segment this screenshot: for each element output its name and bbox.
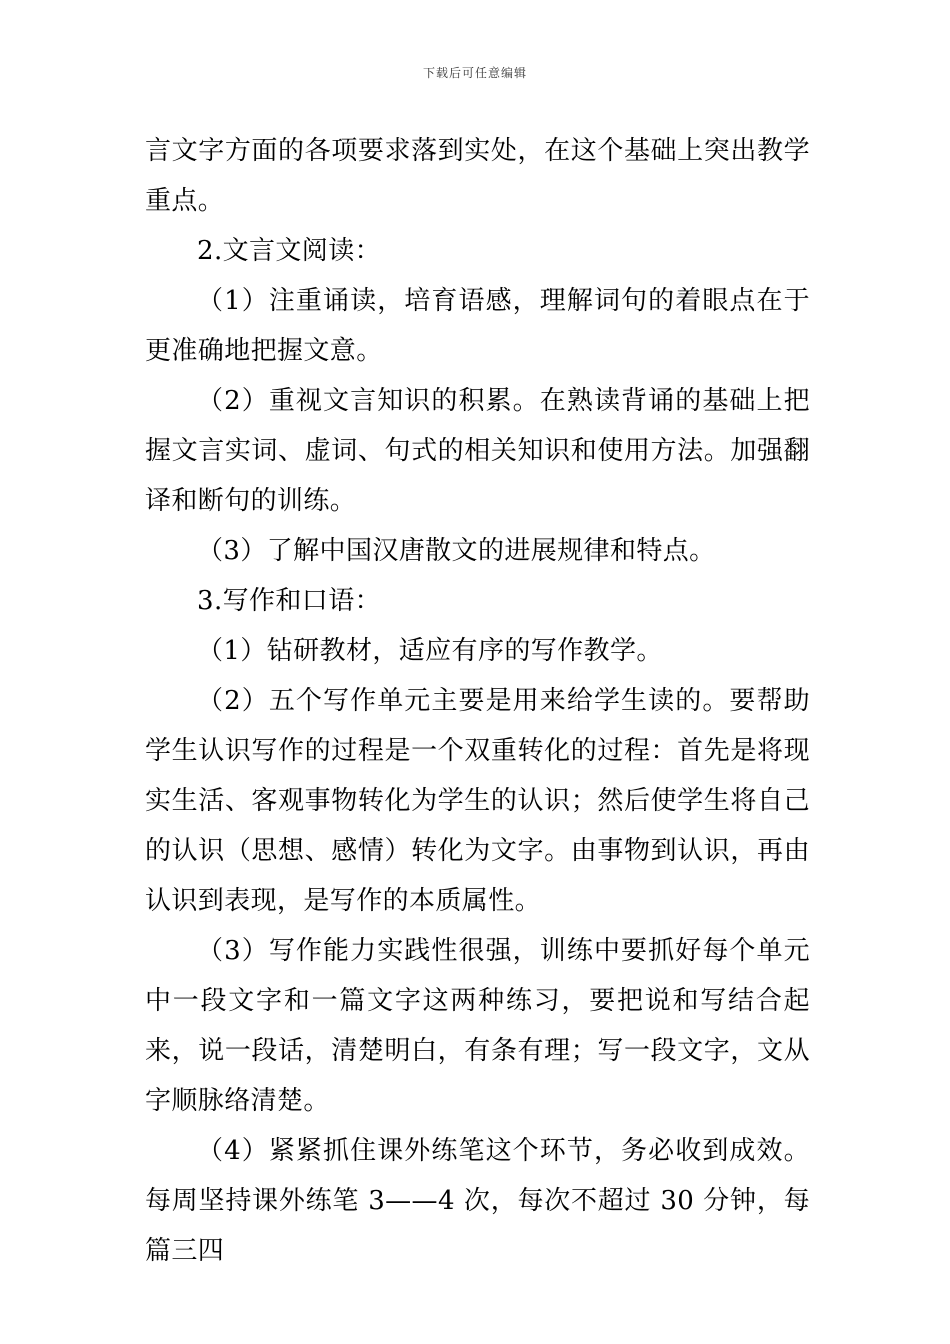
document-body [145, 126, 810, 1276]
paragraph-writing-item-2: （2）五个写作单元主要是用来给学生读的。要帮助学生认识写作的过程是一个双重转化的过程：首先是将现实生活、客观事物转化为学生的认识；然后使学生将自己的认识（思想、感情）转化为文字。由事物到认识，再由认识到表现，是写作的本质属性。 [145, 686, 810, 916]
page-header-note: 下载后可任意编辑 [422, 66, 527, 80]
paragraph-continuation: 言文字方面的各项要求落到实处，在这个基础上突出教学重点。 [145, 136, 810, 216]
paragraph-writing-item-1: （1）钻研教材，适应有序的写作教学。 [197, 636, 663, 666]
paragraph-reading-item-3: （3）了解中国汉唐散文的进展规律和特点。 [197, 536, 716, 566]
paragraph-reading-item-1: （1）注重诵读，培育语感，理解词句的着眼点在于更准确地把握文意。 [145, 286, 810, 366]
paragraph-writing-item-4: （4）紧紧抓住课外练笔这个环节，务必收到成效。每周坚持课外练笔 3——4 次，每次不超过 30 分钟，每篇三四 [145, 1136, 810, 1266]
paragraph-reading-item-2: （2）重视文言知识的积累。在熟读背诵的基础上把握文言实词、虚词、句式的相关知识和使用方法。加强翻译和断句的训练。 [145, 386, 810, 516]
paragraph-writing-item-3: （3）写作能力实践性很强，训练中要抓好每个单元中一段文字和一篇文字这两种练习，要把说和写结合起来，说一段话，清楚明白，有条有理；写一段文字，文从字顺脉络清楚。 [145, 936, 810, 1116]
section-heading-writing-speaking: 3.写作和口语： [197, 586, 382, 616]
section-heading-classical-reading: 2.文言文阅读： [197, 236, 382, 266]
